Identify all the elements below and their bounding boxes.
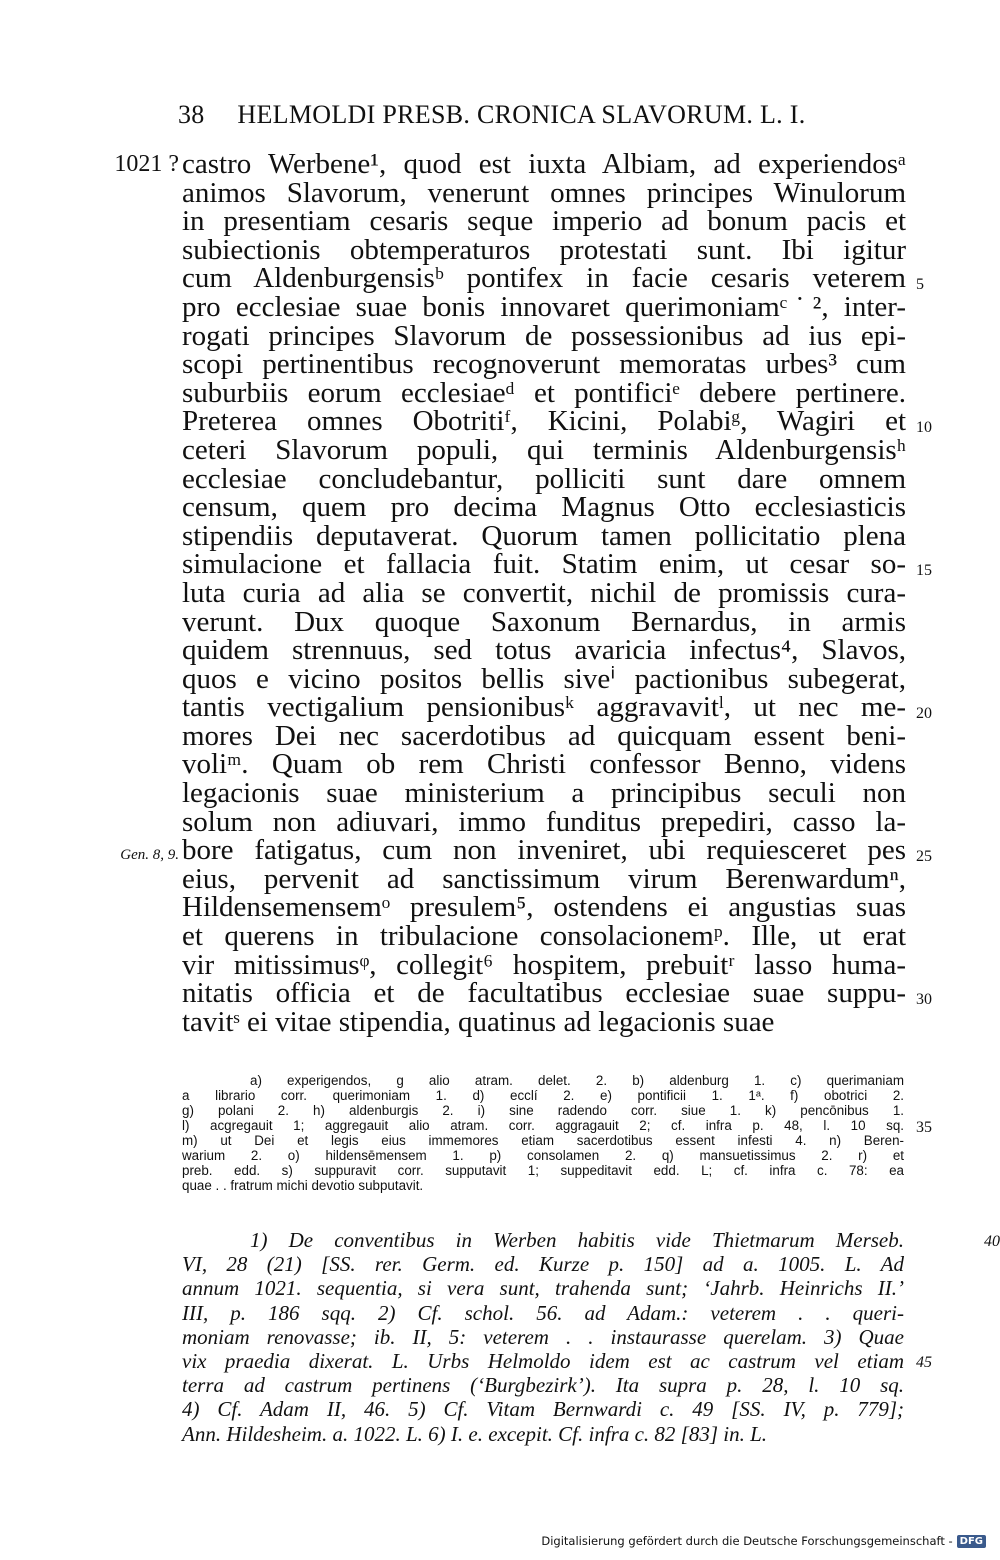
text-line-text: cum Aldenburgensisᵇ pontifex in facie cesaris veterem: [182, 262, 906, 295]
text-line-text: castro Werbene¹, quod est iuxta Albiam, ad experiendosᵃ: [182, 148, 906, 180]
text-line-text: rogati principes Slavorum de possessionibus ad ius epi-: [182, 319, 906, 352]
text-line-text: Hildensemensemᵒ presulem⁵, ostendens ei angustias suas: [182, 891, 906, 924]
commentary-line-text: VI, 28 (21) [SS. rer. Germ. ed. Kurze p. 150] ad a. 1005. L. Ad: [182, 1252, 904, 1277]
apparatus-line-text: m) ut Dei et legis eius immemores etiam sacerdotibus essent infesti 4. n) Beren-: [182, 1133, 904, 1148]
line-number: 30: [916, 991, 932, 1009]
credit-text: Digitalisierung gefördert durch die Deutsche Forschungsgemeinschaft -: [541, 1534, 953, 1548]
apparatus-line: [182, 1088, 904, 1103]
line-number: 20: [916, 705, 932, 723]
text-line: [182, 977, 932, 1010]
text-line: [182, 290, 906, 323]
text-line-text: animos Slavorum, venerunt omnes principes Winulorum: [182, 176, 906, 209]
text-line: [182, 576, 906, 609]
text-line-text: ecclesiae concludebantur, polliciti sunt dare omnem: [182, 462, 906, 495]
apparatus-line: [182, 1073, 904, 1088]
text-line: [182, 662, 906, 695]
text-line: [182, 636, 906, 665]
margin-note: Gen. 8, 9.: [120, 847, 179, 864]
line-number: 45: [916, 1354, 932, 1372]
apparatus-line-text: preb. edd. s) suppuravit corr. supputavit 1; suppeditavit edd. L; cf. infra c. 78: ea: [182, 1163, 904, 1178]
text-line-text: tantis vectigalium pensionibusᵏ aggravavitˡ, ut nec me-: [182, 691, 906, 724]
running-header: [178, 100, 868, 130]
line-number: 5: [916, 276, 924, 294]
critical-apparatus: [182, 1073, 932, 1193]
text-line-text: solum non adiuvari, immo funditus prepediri, casso la-: [182, 805, 906, 838]
text-line-text: Preterea omnes Obotritiᶠ, Kicini, Polabiᵍ, Wagiri et: [182, 405, 906, 438]
text-line: [182, 862, 906, 895]
line-number: 40: [984, 1233, 1000, 1250]
text-line-text: scopi pertinentibus recognoverunt memoratas urbes³ cum: [182, 348, 906, 381]
commentary-line: [182, 1422, 904, 1446]
text-line-text: in presentiam cesaris seque imperio ad bonum pacis et: [182, 205, 906, 238]
text-line-text: legacionis suae ministerium a principibus seculi non: [182, 777, 906, 810]
text-line-text: voliᵐ. Quam ob rem Christi confessor Benno, videns: [182, 748, 906, 781]
apparatus-line-text: a librario corr. querimoniam 1. d) ecclí 2. e) pontificii 1. 1ᵃ. f) obotrici 2.: [182, 1088, 904, 1103]
text-line: [182, 493, 906, 522]
text-line: [182, 719, 906, 752]
apparatus-line-text: quae . . fratrum michi devotio subputavit.: [182, 1178, 424, 1193]
text-line: [182, 207, 906, 236]
text-line: [182, 691, 932, 724]
text-line: [182, 922, 906, 951]
text-line-text: suburbiis eorum ecclesiaeᵈ et pontificiᵉ debere pertinere.: [182, 376, 906, 409]
text-line-text: pro ecclesiae suae bonis innovaret querimoniamᶜ˙², inter-: [182, 290, 906, 323]
text-line: [182, 462, 906, 495]
apparatus-line: [182, 1148, 904, 1163]
text-line: [182, 805, 906, 838]
text-line: [182, 779, 906, 808]
apparatus-line: [182, 1178, 904, 1193]
dfg-logo: DFG: [957, 1535, 986, 1548]
text-line: [182, 405, 932, 438]
text-line-text: et querens in tribulacione consolacionemᵖ. Ille, ut erat: [182, 920, 906, 953]
text-line: [182, 433, 906, 466]
line-number: 15: [916, 562, 932, 580]
text-line: [182, 176, 906, 209]
apparatus-line-text: a) experigendos, g alio atram. delet. 2. b) aldenburg 1. c) querimaniam: [250, 1073, 904, 1088]
commentary-line-text: 1) De conventibus in Werben habitis vide Thietmarum Merseb.: [250, 1228, 904, 1252]
apparatus-line: [182, 1163, 904, 1178]
text-line-text: tavitˢ ei vitae stipendia, quatinus ad legacionis suae: [182, 1005, 775, 1038]
text-line-text: subiectionis obtemperaturos protestati sunt. Ibi igitur: [182, 233, 906, 266]
text-line-text: nitatis officia et de facultatibus ecclesiae suae suppu-: [182, 977, 906, 1010]
text-line-text: eius, pervenit ad sanctissimum virum Berenwardumⁿ,: [182, 862, 906, 895]
text-line: [182, 350, 906, 379]
commentary-line: [182, 1397, 904, 1421]
text-line-text: mores Dei nec sacerdotibus ad quicquam essent beni-: [182, 719, 906, 752]
text-line: [182, 750, 906, 779]
text-line-text: censum, quem pro decima Magnus Otto ecclesiasticis: [182, 491, 906, 524]
apparatus-line: [182, 1133, 904, 1148]
text-line: [182, 519, 906, 552]
apparatus-line: [182, 1118, 932, 1136]
commentary-notes: [182, 1228, 1000, 1446]
commentary-line-text: annum 1021. sequentia, si vera sunt, trahenda sunt; ‘Jahrb. Heinrichs II.’: [182, 1276, 904, 1301]
apparatus-line-text: warium 2. o) hildensēmensem 1. p) consolamen 2. q) mansuetissimus 2. r) et: [182, 1148, 904, 1163]
text-line-text: simulacione et fallacia fuit. Statim enim, ut cesar so-: [182, 548, 906, 581]
commentary-line-text: terra ad castrum pertinens (‘Burgbezirk’). Ita supra p. 28, l. 10 sq.: [182, 1373, 904, 1398]
text-line: [182, 1005, 906, 1038]
commentary-line: [182, 1325, 904, 1349]
text-line: [182, 548, 932, 581]
text-line: [120, 834, 932, 867]
text-line-text: luta curia ad alia se convertit, nichil de promissis cura-: [182, 576, 906, 609]
text-line-text: stipendiis deputaverat. Quorum tamen pollicitatio plena: [182, 519, 906, 552]
apparatus-line-text: l) acgregauit 1; aggregauit alio atram. corr. aggragauit 2; cf. infra p. 48, l. 10 sq.: [182, 1118, 904, 1133]
text-line: [182, 948, 906, 981]
text-line-text: vir mitissimusᵠ, collegit⁶ hospitem, prebuitʳ lasso huma-: [182, 948, 906, 981]
commentary-line-text: Ann. Hildesheim. a. 1022. L. 6) I. e. excepit. Cf. infra c. 82 [83] in. L.: [182, 1421, 768, 1446]
text-line: [182, 605, 906, 638]
text-line: [114, 148, 906, 180]
commentary-line: [182, 1301, 904, 1325]
commentary-line-text: vix praedia dixerat. L. Urbs Helmoldo idem est ac castrum vel etiam: [182, 1349, 904, 1374]
text-line: [182, 233, 906, 266]
text-line: [182, 319, 906, 352]
commentary-line: [182, 1276, 904, 1300]
text-line-text: quos e vicino positos bellis siveⁱ pactionibus subegerat,: [182, 662, 906, 695]
line-number: 10: [916, 419, 932, 437]
text-line-text: ceteri Slavorum populi, qui terminis Aldenburgensisʰ: [182, 433, 906, 466]
commentary-line: [182, 1252, 904, 1276]
digitization-credit: [541, 1534, 986, 1548]
commentary-line: [182, 1349, 932, 1374]
commentary-line-text: 4) Cf. Adam II, 46. 5) Cf. Vitam Bernwardi c. 49 [SS. IV, p. 779];: [182, 1397, 904, 1422]
commentary-line-text: moniam renovasse; ib. II, 5: veterem . . instaurasse querelam. 3) Quae: [182, 1324, 904, 1349]
line-number: 35: [916, 1119, 932, 1136]
line-number: 25: [916, 848, 932, 866]
text-line: [182, 376, 906, 409]
apparatus-line: [182, 1103, 904, 1118]
commentary-line-text: III, p. 186 sqq. 2) Cf. schol. 56. ad Adam.: veterem . . queri-: [182, 1300, 904, 1325]
text-line: [182, 893, 906, 922]
text-line: [182, 262, 924, 295]
text-line-text: bore fatigatus, cum non inveniret, ubi requiesceret pes: [182, 834, 906, 867]
margin-note: 1021 ?: [114, 151, 179, 177]
main-text: [114, 148, 932, 1038]
commentary-line: [182, 1373, 904, 1397]
apparatus-line-text: g) polani 2. h) aldenburgis 2. i) sine radendo corr. siue 1. k) pencōnibus 1.: [182, 1103, 904, 1118]
running-title: HELMOLDI PRESB. CRONICA SLAVORUM. L. I.: [237, 100, 806, 129]
commentary-line: [182, 1228, 1000, 1252]
page-number: 38: [178, 100, 205, 129]
text-line-text: verunt. Dux quoque Saxonum Bernardus, in armis: [182, 605, 906, 638]
text-line-text: quidem strennuus, sed totus avaricia infectus⁴, Slavos,: [182, 634, 906, 667]
